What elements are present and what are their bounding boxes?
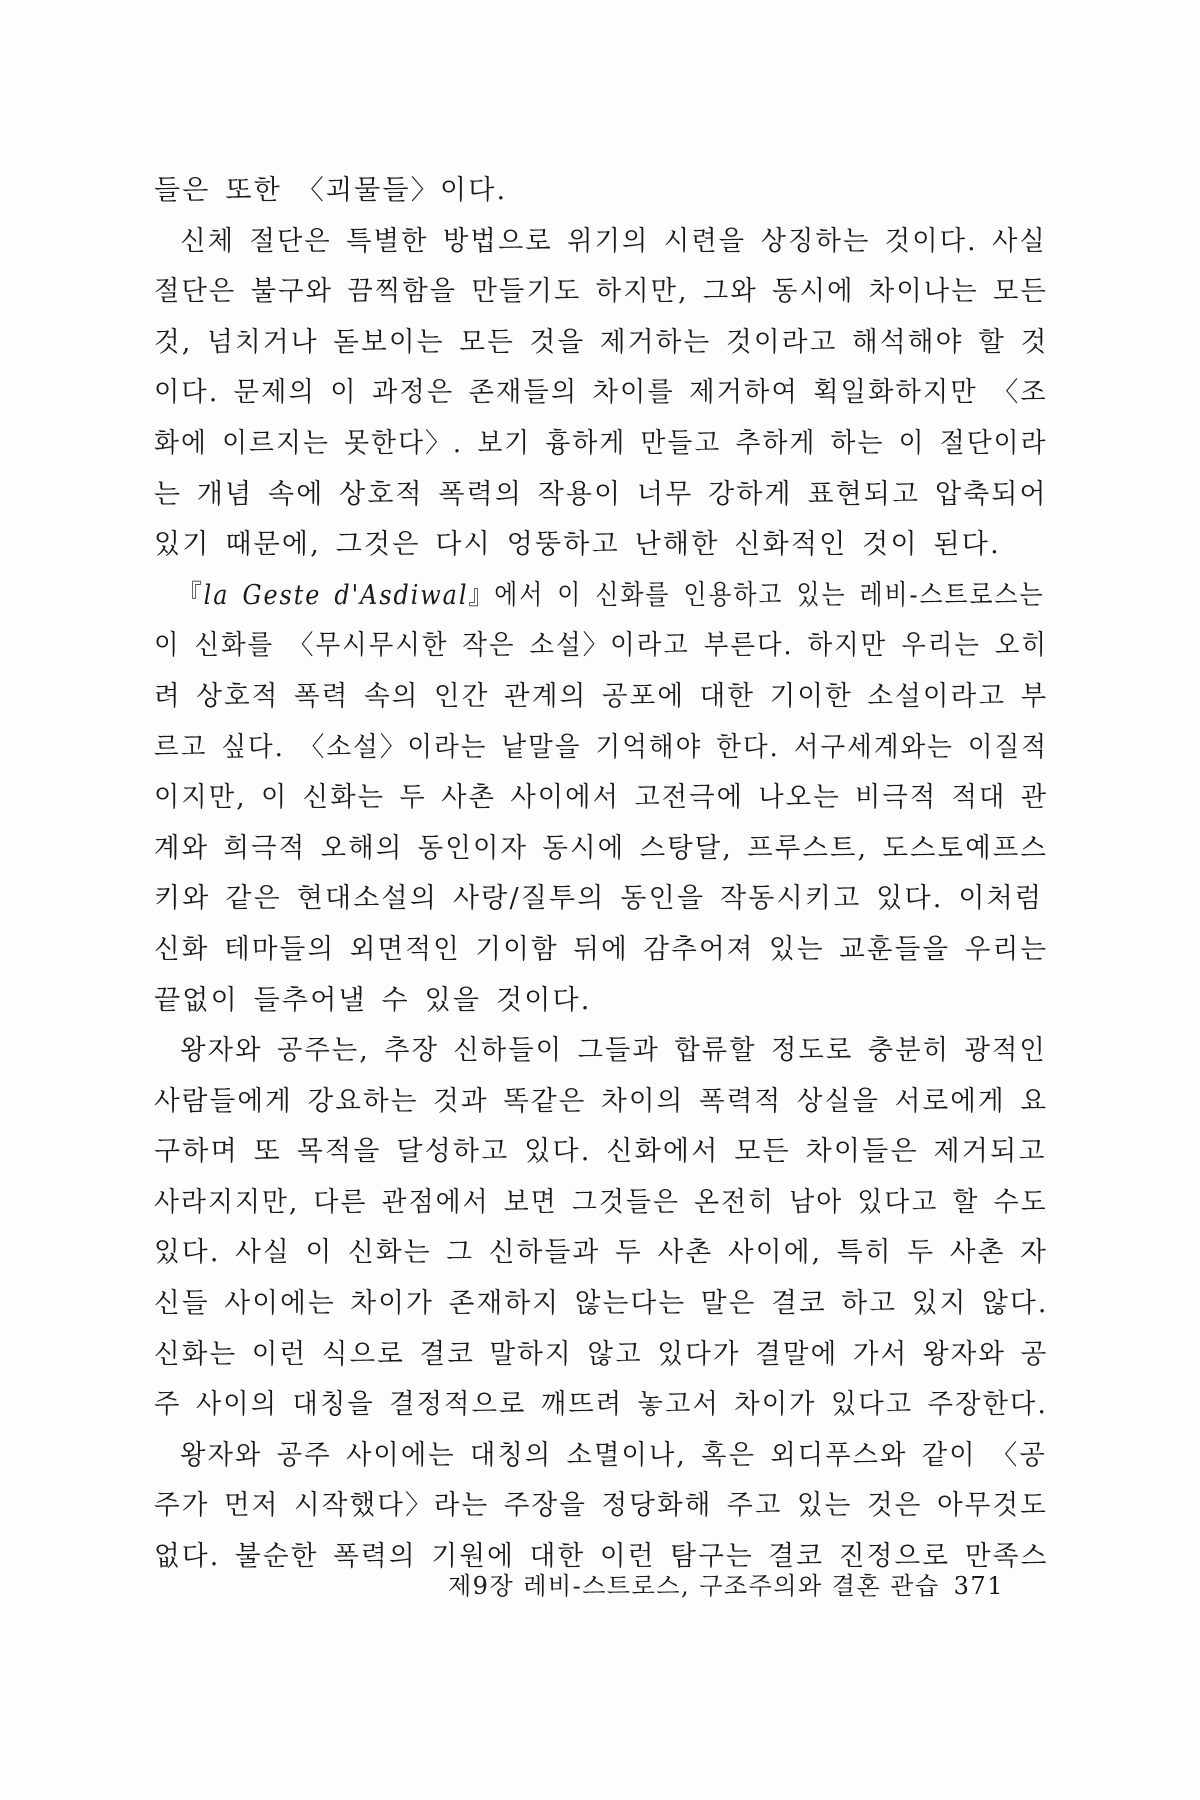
text-line: 키와 같은 현대소설의 사랑/질투의 동인을 작동시키고 있다. 이처럼: [154, 883, 1044, 915]
text-line: 계와 희극적 오해의 동인이자 동시에 스탕달, 프루스트, 도스토예프스: [154, 832, 1048, 864]
text-line: 이지만, 이 신화는 두 사촌 사이에서 고전극에 나오는 비극적 적대 관: [154, 782, 1049, 814]
text-line: 는 개념 속에 상호적 폭력의 작용이 너무 강하게 표현되고 압축되어: [154, 478, 1048, 510]
text-line: 신들 사이에는 차이가 존재하지 않는다는 말은 결코 하고 있지 않다.: [154, 1288, 1049, 1320]
text-line: 사라지지만, 다른 관점에서 보면 그것들은 온전히 남아 있다고 할 수도: [154, 1186, 1048, 1218]
text-line: 있다. 사실 이 신화는 그 신하들과 두 사촌 사이에, 특히 두 사촌 자: [154, 1237, 1049, 1269]
text-line: 없다. 불순한 폭력의 기원에 대한 이런 탐구는 결코 진정으로 만족스: [154, 1541, 1049, 1573]
book-title: la Geste d'Asdiwal: [203, 579, 469, 611]
text-line: 화에 이르지는 못한다〉. 보기 흉하게 만들고 추하게 하는 이 절단이라: [154, 427, 1048, 459]
text-line: 왕자와 공주는, 추장 신하들이 그들과 합류할 정도로 충분히 광적인: [180, 1035, 1047, 1067]
running-footer: [448, 1566, 1008, 1601]
text-line: 절단은 불구와 끔찍함을 만들기도 하지만, 그와 동시에 차이나는 모든: [154, 276, 1048, 308]
text-line: 이다. 문제의 이 과정은 존재들의 차이를 제거하여 획일화하지만 〈조: [154, 377, 1048, 409]
text-line: 려 상호적 폭력 속의 인간 관계의 공포에 대한 기이한 소설이라고 부: [154, 680, 1049, 712]
page-number: 371: [953, 1572, 1004, 1600]
text-line: 주 사이의 대칭을 결정적으로 깨뜨려 놓고서 차이가 있다고 주장한다.: [154, 1389, 1048, 1421]
text-line-rest: 』에서 이 신화를 인용하고 있는 레비-스트로스는: [468, 579, 1045, 611]
text-line: [154, 571, 1045, 622]
text-line: 것, 넘치거나 돋보이는 모든 것을 제거하는 것이라고 해석해야 할 것: [154, 326, 1049, 358]
text-line: 신체 절단은 특별한 방법으로 위기의 시련을 상징하는 것이다. 사실: [180, 225, 1047, 257]
text-line: 들은 또한 〈괴물들〉이다.: [154, 175, 508, 206]
text-line: 신화 테마들의 외면적인 기이함 뒤에 감추어져 있는 교훈들을 우리는: [154, 933, 1049, 965]
chapter-title: 제9장 레비-스트로스, 구조주의와 결혼 관습: [448, 1572, 940, 1600]
text-line: 사람들에게 강요하는 것과 똑같은 차이의 폭력적 상실을 서로에게 요: [154, 1085, 1049, 1117]
text-line: 끝없이 들추어낼 수 있을 것이다.: [154, 984, 592, 1016]
text-line: 신화는 이런 식으로 결코 말하지 않고 있다가 결말에 가서 왕자와 공: [154, 1338, 1049, 1370]
text-line: 왕자와 공주 사이에는 대칭의 소멸이나, 혹은 외디푸스와 같이 〈공: [180, 1439, 1047, 1471]
text-line: 주가 먼저 시작했다〉라는 주장을 정당화해 주고 있는 것은 아무것도: [154, 1490, 1049, 1522]
text-line: 있기 때문에, 그것은 다시 엉뚱하고 난해한 신화적인 것이 된다.: [154, 529, 1001, 561]
text-line: 르고 싶다. 〈소설〉이라는 낱말을 기억해야 한다. 서구세계와는 이질적: [154, 731, 1049, 763]
text-line: 구하며 또 목적을 달성하고 있다. 신화에서 모든 차이들은 제거되고: [154, 1136, 1047, 1168]
body-text: [154, 166, 1048, 1583]
text-line: 이 신화를 〈무시무시한 작은 소설〉이라고 부른다. 하지만 우리는 오히: [154, 630, 1049, 662]
book-title-open-bracket: 『: [177, 579, 204, 611]
